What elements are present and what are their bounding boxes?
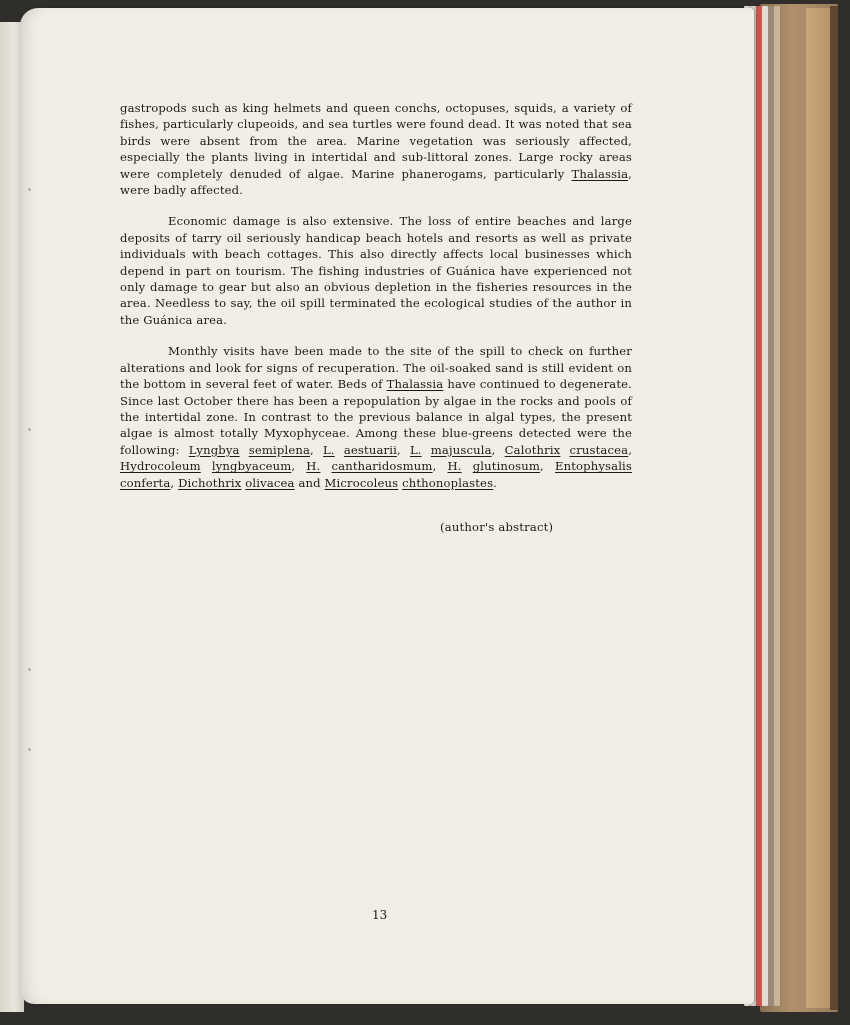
text-run: , bbox=[291, 459, 307, 474]
paragraph-2 bbox=[120, 213, 632, 328]
binding-mark bbox=[28, 188, 31, 191]
text-run bbox=[201, 459, 212, 473]
text-run: , bbox=[540, 459, 555, 474]
document-page bbox=[20, 8, 754, 1004]
binding-mark bbox=[28, 428, 31, 431]
italic-term: Calothrix bbox=[504, 442, 561, 457]
italic-term: Hydrocoleum bbox=[120, 459, 201, 474]
text-run: and bbox=[294, 475, 325, 490]
text-run bbox=[335, 443, 344, 457]
italic-term: majuscula bbox=[430, 442, 492, 457]
italic-term: H. bbox=[447, 459, 462, 474]
italic-term: semiplena bbox=[248, 442, 311, 457]
text-run: have continued to degenerate. Since last October there has been a repopulation by algae in the rocks and pools of the intertidal zone. In contrast to the previous balance in algal types, the present algae is almost totally Myxophyceae. Among these blue-greens detected were the following: bbox=[120, 377, 632, 457]
text-run: , bbox=[170, 475, 179, 490]
italic-term: glutinosum bbox=[472, 459, 541, 474]
text-run bbox=[320, 459, 331, 473]
binding-mark bbox=[28, 748, 31, 751]
page-number: 13 bbox=[372, 908, 388, 922]
italic-term: chthonoplastes bbox=[402, 475, 494, 490]
italic-term: Lyngbya bbox=[188, 442, 240, 457]
italic-term: Thalassia bbox=[386, 377, 444, 392]
italic-term: Thalassia bbox=[571, 166, 629, 181]
text-run: Economic damage is also extensive. The loss of entire beaches and large deposits of tarry oil seriously handicap beach hotels and resorts as well as private individuals with beach cottages. This also directly affects local businesses which depend in part on tourism. The fishing industries of Guánica have experienced not only damage to gear but also an obvious depletion in the fisheries resources in the area. Needless to say, the oil spill terminated the ecological studies of the author in the Guánica area. bbox=[120, 214, 632, 327]
italic-term: Entophysalis bbox=[554, 459, 633, 474]
text-run bbox=[422, 443, 431, 457]
italic-term: olivacea bbox=[245, 475, 295, 490]
italic-term: L. bbox=[409, 442, 422, 457]
italic-term: Dichothrix bbox=[178, 475, 242, 490]
italic-term: Microcoleus bbox=[324, 475, 399, 490]
text-run: , bbox=[310, 442, 324, 457]
cover-spine-shadow bbox=[830, 6, 838, 1010]
text-run: , bbox=[396, 442, 410, 457]
italic-term: lyngbyaceum bbox=[211, 459, 292, 474]
body-text bbox=[120, 100, 632, 506]
author-abstract-label: (author's abstract) bbox=[440, 520, 554, 534]
text-run bbox=[462, 459, 473, 473]
text-run: gastropods such as king helmets and queen conchs, octopuses, squids, a variety of fishes, particularly clupeoids, and sea turtles were found dead. It was noted that sea birds were absent from the area. Marine vegetation was seriously affected, especially the plants living in intertidal and sub-littoral zones. Large rocky areas were completely denuded of algae. Marine phanerogams, particularly bbox=[120, 101, 632, 181]
text-run: , were badly affected. bbox=[120, 166, 632, 198]
text-run bbox=[240, 443, 249, 457]
text-run bbox=[560, 443, 569, 457]
text-run: , bbox=[432, 459, 448, 474]
paragraph-3 bbox=[120, 343, 632, 491]
italic-term: conferta bbox=[120, 475, 171, 490]
text-run: . bbox=[493, 475, 498, 490]
text-run: , bbox=[491, 442, 505, 457]
italic-term: crustacea bbox=[569, 442, 629, 457]
binding-mark bbox=[28, 668, 31, 671]
italic-term: H. bbox=[306, 459, 321, 474]
italic-term: cantharidosmum bbox=[331, 459, 433, 474]
text-run: , bbox=[628, 442, 633, 457]
italic-term: aestuarii bbox=[343, 442, 397, 457]
italic-term: L. bbox=[323, 442, 335, 457]
paragraph-1 bbox=[120, 100, 632, 198]
text-run: Monthly visits have been made to the site of the spill to check on further alterations and look for signs of recuperation. The oil-soaked sand is still evident on the bottom in several feet of water. Beds of bbox=[120, 344, 632, 392]
